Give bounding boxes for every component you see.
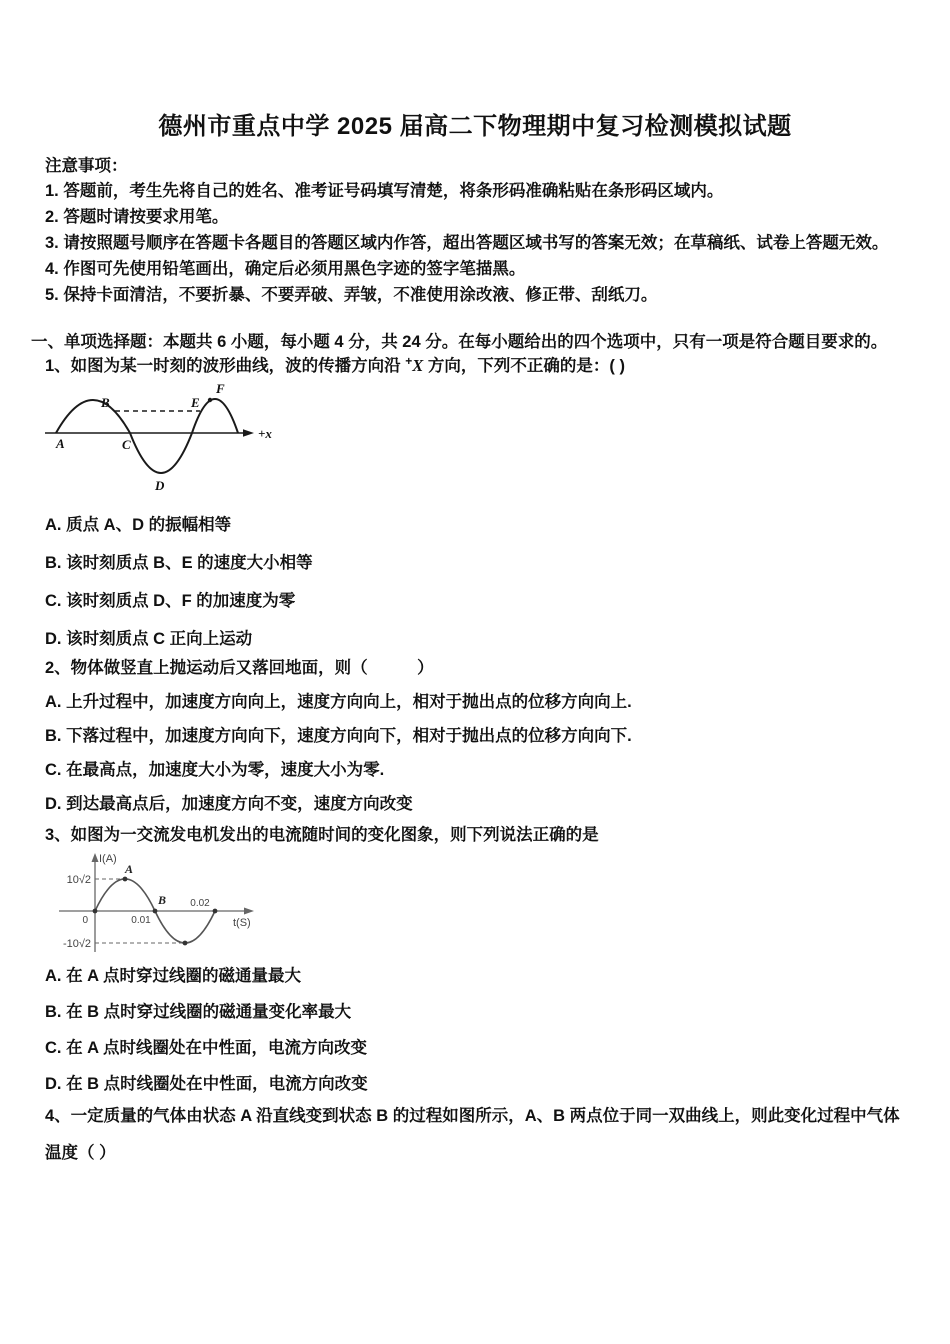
current-point-b-dot — [153, 909, 158, 914]
q2-option-d: D. 到达最高点后，加速度方向不变，速度方向改变 — [45, 795, 413, 813]
current-x-axis-arrow — [244, 908, 254, 915]
notice-item-1: 1. 答题前，考生先将自己的姓名、准考证号码填写清楚，将条形码准确粘贴在条形码区域内。 — [45, 182, 724, 200]
current-t1-label: 0.01 — [131, 915, 151, 926]
question-2-stem: 2、物体做竖直上抛运动后又落回地面，则（ ） — [45, 659, 434, 677]
current-origin-dot — [93, 909, 98, 914]
question-4-stem-line1: 4、一定质量的气体由状态 A 沿直线变到状态 B 的过程如图所示，A、B 两点位于同一双曲线上，则此变化过程中气体 — [45, 1107, 900, 1125]
wave-label-c: C — [122, 437, 131, 452]
question-1-stem — [45, 352, 625, 376]
wave-label-a: A — [56, 436, 65, 451]
question-3-stem: 3、如图为一交流发电机发出的电流随时间的变化图象，则下列说法正确的是 — [45, 826, 599, 844]
notice-item-2: 2. 答题时请按要求用笔。 — [45, 208, 229, 226]
q1-direction-plus: + — [405, 354, 413, 368]
current-origin-label: 0 — [82, 915, 88, 926]
notice-list — [45, 178, 888, 308]
question-1-options — [45, 513, 313, 665]
wave-label-d: D — [155, 478, 165, 493]
notice-item-5: 5. 保持卡面清洁，不要折暴、不要弄破、弄皱，不准使用涂改液、修正带、刮纸刀。 — [45, 286, 658, 304]
q3-option-d: D. 在 B 点时线圈处在中性面，电流方向改变 — [45, 1075, 368, 1093]
wave-label-b: B — [101, 395, 110, 410]
current-point-a-label: A — [124, 862, 134, 876]
wave-x-axis-arrow — [243, 429, 254, 437]
q3-option-c: C. 在 A 点时线圈处在中性面，电流方向改变 — [45, 1039, 368, 1057]
wave-point-f-dot — [208, 398, 212, 402]
current-end-dot — [213, 909, 218, 914]
notice-item-3: 3. 请按照题号顺序在答题卡各题目的答题区域内作答，超出答题区域书写的答案无效；在草稿纸、试卷上答题无效。 — [45, 234, 889, 252]
current-y-axis-label: I(A) — [99, 853, 117, 865]
page-title: 德州市重点中学 2025 届高二下物理期中复习检测模拟试题 — [158, 113, 792, 140]
wave-axis-label: +x — [258, 426, 272, 441]
q1-stem-after: 方向，下列不正确的是：( ) — [423, 357, 625, 375]
ac-current-figure — [50, 849, 265, 959]
section-1-header: 一、单项选择题：本题共 6 小题，每小题 4 分，共 24 分。在每小题给出的四个选项中，只有一项是符合题目要求的。 — [31, 333, 888, 351]
q1-option-a: A. 质点 A、D 的振幅相等 — [45, 516, 232, 534]
question-4-stem-line2: 温度（ ） — [45, 1144, 116, 1162]
current-point-a-dot — [123, 877, 128, 882]
q1-stem-before: 1、如图为某一时刻的波形曲线，波的传播方向沿 — [45, 357, 406, 375]
notice-heading: 注意事项： — [45, 157, 128, 175]
q2-option-b: B. 下落过程中，加速度方向向下，速度方向向下，相对于抛出点的位移方向向下. — [45, 727, 632, 745]
current-trough-dot — [183, 941, 188, 946]
notice-item-4: 4. 作图可先使用铅笔画出，确定后必须用黑色字迹的签字笔描黑。 — [45, 260, 526, 278]
current-y-axis-arrow — [92, 853, 99, 862]
wave-curve — [56, 399, 238, 473]
q3-option-b: B. 在 B 点时穿过线圈的磁通量变化率最大 — [45, 1003, 352, 1021]
current-t2-label: 0.02 — [190, 898, 210, 909]
wave-figure — [42, 383, 277, 495]
q2-option-c: C. 在最高点，加速度大小为零，速度大小为零. — [45, 761, 385, 779]
q1-direction-variable: X — [412, 356, 424, 375]
q3-option-a: A. 在 A 点时穿过线圈的磁通量最大 — [45, 967, 302, 985]
question-2-options — [45, 690, 632, 826]
current-x-axis-label: t(S) — [233, 917, 251, 929]
current-point-b-label: B — [157, 893, 167, 907]
q1-option-c: C. 该时刻质点 D、F 的加速度为零 — [45, 592, 296, 610]
q1-option-d: D. 该时刻质点 C 正向上运动 — [45, 630, 253, 648]
current-peak-tick-label: 10√2 — [66, 874, 91, 886]
q2-option-a: A. 上升过程中，加速度方向向上，速度方向向上，相对于抛出点的位移方向向上. — [45, 693, 632, 711]
question-3-options — [45, 964, 368, 1108]
wave-label-e: E — [191, 395, 200, 410]
q1-option-b: B. 该时刻质点 B、E 的速度大小相等 — [45, 554, 313, 572]
current-neg-peak-tick-label: -10√2 — [62, 938, 91, 950]
wave-label-f: F — [216, 383, 225, 396]
